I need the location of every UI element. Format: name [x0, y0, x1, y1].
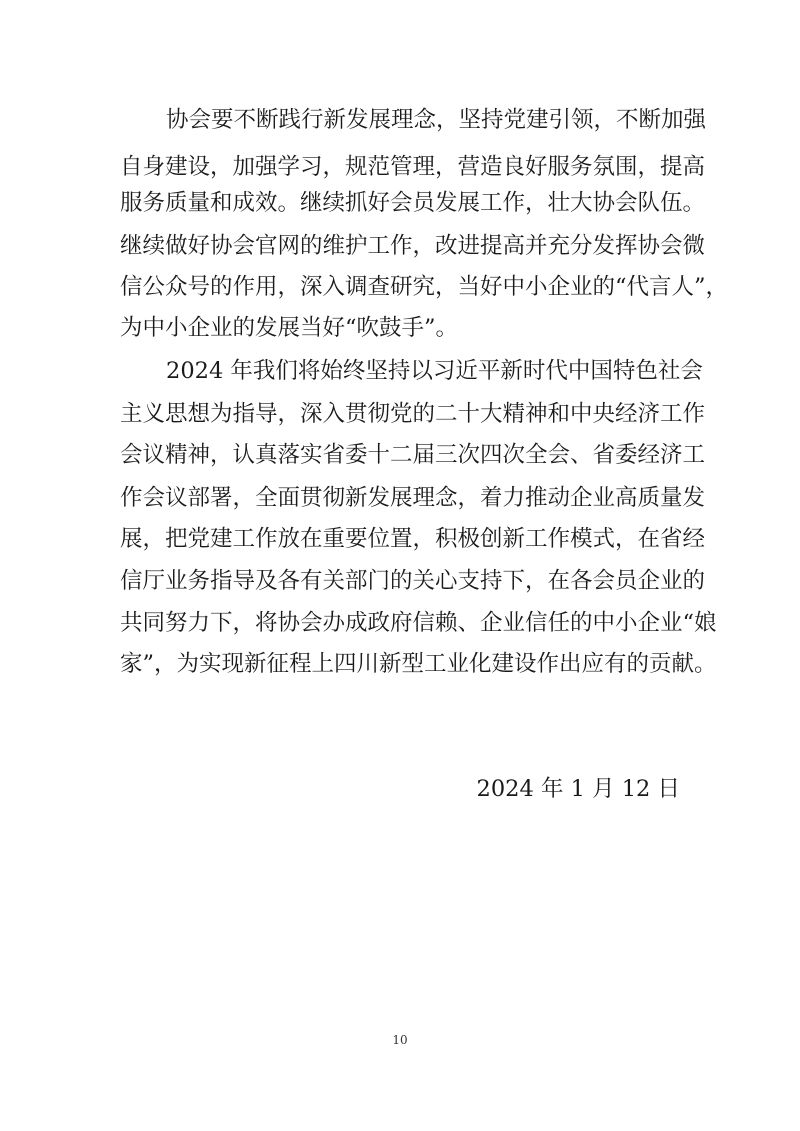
paragraph-1-line-6: 为中小企业的发展当好“吹鼓手”。 [120, 315, 459, 341]
paragraph-2-line-5: 展，把党建工作放在重要位置，积极创新工作模式，在省经 [120, 526, 706, 552]
paragraph-2-line-1: 2024 年我们将始终坚持以习近平新时代中国特色社会 [166, 358, 703, 384]
paragraph-2-line-8: 家”，为实现新征程上四川新型工业化建设作出应有的贡献。 [120, 651, 717, 677]
paragraph-2-line-6: 信厅业务指导及各有关部门的关心支持下，在各会员企业的 [120, 568, 706, 594]
paragraph-2-line-2: 主义思想为指导，深入贯彻党的二十大精神和中央经济工作 [120, 401, 706, 427]
paragraph-2-line-4: 作会议部署，全面贯彻新发展理念，着力推动企业高质量发 [120, 485, 706, 511]
paragraph-1-line-3: 服务质量和成效。继续抓好会员发展工作，壮大协会队伍。 [120, 190, 706, 216]
paragraph-1-line-5: 信公众号的作用，深入调查研究，当好中小企业的“代言人”， [120, 274, 729, 300]
paragraph-1-line-4: 继续做好协会官网的维护工作，改进提高并充分发挥协会微 [120, 233, 706, 259]
paragraph-1-line-1: 协会要不断践行新发展理念，坚持党建引领，不断加强 [166, 107, 707, 133]
page-number: 10 [392, 1033, 408, 1047]
document-date: 2024 年 1 月 12 日 [476, 776, 680, 802]
paragraph-1-line-2: 自身建设，加强学习，规范管理，营造良好服务氛围，提高 [120, 154, 706, 180]
paragraph-2-line-7: 共同努力下，将协会办成政府信赖、企业信任的中小企业“娘 [120, 610, 717, 636]
paragraph-2-line-3: 会议精神，认真落实省委十二届三次四次全会、省委经济工 [120, 442, 706, 468]
